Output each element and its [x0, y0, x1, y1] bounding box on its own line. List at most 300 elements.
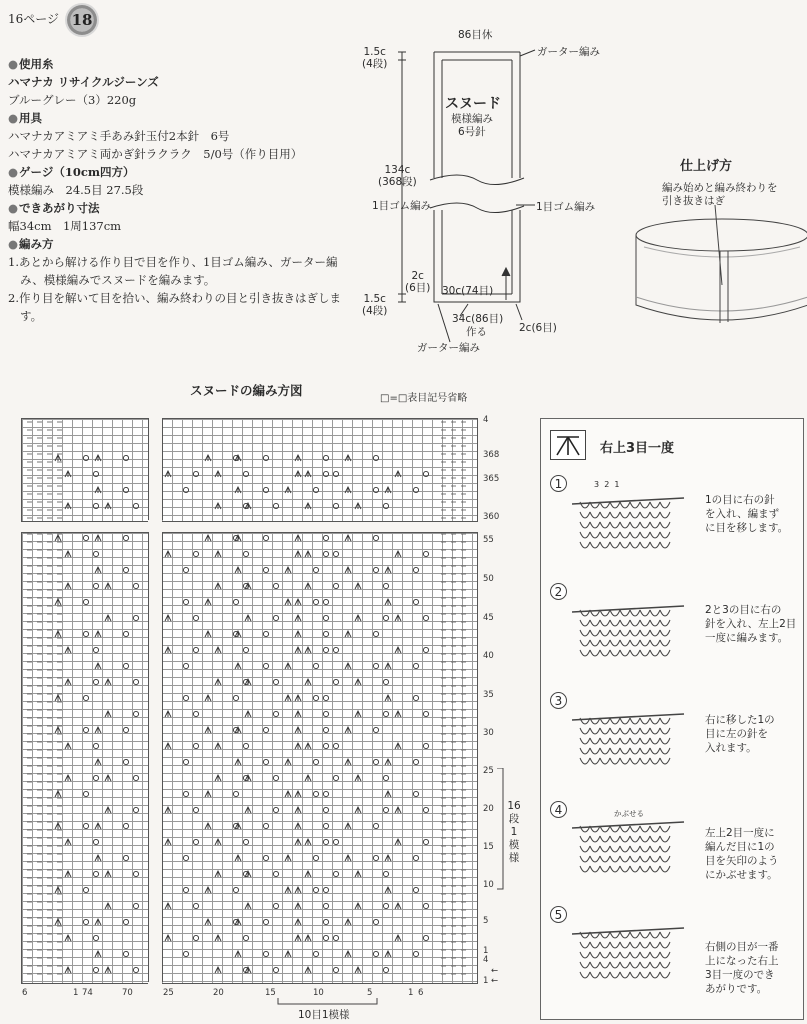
- yarn-over-symbol: [83, 823, 88, 828]
- yarn-over-symbol: [373, 951, 378, 956]
- yarn-over-symbol: [323, 695, 328, 700]
- stitch-loop: [660, 650, 670, 656]
- stitch-loop: [640, 846, 650, 852]
- yarn-over-symbol: [323, 615, 328, 620]
- decrease-symbol: [355, 583, 361, 589]
- yarn-over-symbol: [93, 967, 98, 972]
- decrease-symbol: [295, 535, 301, 541]
- yarn-over-symbol: [183, 663, 188, 668]
- decrease-symbol: [295, 807, 301, 813]
- stitch-loop: [640, 866, 650, 872]
- row-number: 365: [483, 474, 500, 484]
- yarn-over-symbol: [383, 679, 388, 684]
- stitch-loop: [630, 650, 640, 656]
- decrease-symbol: [65, 775, 71, 781]
- decrease-symbol: [215, 775, 221, 781]
- decrease-symbol: [55, 727, 61, 733]
- yarn-over-symbol: [423, 711, 428, 716]
- col-number: 70: [122, 988, 133, 998]
- row-number: 55: [483, 535, 494, 545]
- stitch-loop: [580, 630, 590, 636]
- yarn-over-symbol: [123, 759, 128, 764]
- yarn-over-symbol: [193, 839, 198, 844]
- yarn-over-symbol: [413, 663, 418, 668]
- decrease-symbol: [305, 503, 311, 509]
- decrease-symbol: [55, 791, 61, 797]
- yarn-over-symbol: [273, 583, 278, 588]
- stitch-loop: [660, 856, 670, 862]
- decrease-symbol: [215, 583, 221, 589]
- stitch-loop: [630, 962, 640, 968]
- stitch-loop: [610, 542, 620, 548]
- yarn-over-symbol: [93, 551, 98, 556]
- decrease-symbol: [235, 855, 241, 861]
- decrease-symbol: [285, 759, 291, 765]
- stitch-loop: [660, 952, 670, 958]
- yarn-over-symbol: [183, 759, 188, 764]
- yarn-over-symbol: [193, 903, 198, 908]
- yarn-over-symbol: [323, 887, 328, 892]
- decrease-symbol: [65, 647, 71, 653]
- stitch-loop: [650, 856, 660, 862]
- stitch-loop: [620, 846, 630, 852]
- yarn-over-symbol: [243, 471, 248, 476]
- decrease-symbol: [285, 567, 291, 573]
- decrease-symbol: [95, 727, 101, 733]
- yarn-over-symbol: [123, 663, 128, 668]
- row-number: 15: [483, 842, 494, 852]
- stitch-loop: [600, 512, 610, 518]
- decrease-symbol: [55, 695, 61, 701]
- stitch-loop: [620, 866, 630, 872]
- stitch-loop: [650, 942, 660, 948]
- decrease-symbol: [295, 615, 301, 621]
- yarn-over-symbol: [233, 599, 238, 604]
- decrease-symbol: [65, 839, 71, 845]
- decrease-symbol: [295, 599, 301, 605]
- yarn-over-symbol: [323, 551, 328, 556]
- stitch-loop: [590, 650, 600, 656]
- yarn-over-symbol: [423, 615, 428, 620]
- col-repeat-bracket: [277, 998, 379, 1006]
- decrease-symbol: [235, 919, 241, 925]
- stitch-loop: [590, 542, 600, 548]
- decrease-symbol: [295, 887, 301, 893]
- stitch-loop: [610, 532, 620, 538]
- row-number: 40: [483, 651, 494, 661]
- decrease-symbol: [305, 935, 311, 941]
- stitch-loop: [600, 640, 610, 646]
- yarn-over-symbol: [193, 807, 198, 812]
- decrease-symbol: [295, 727, 301, 733]
- stitch-loop: [620, 836, 630, 842]
- materials-section: [8, 55, 348, 325]
- stitch-loop: [600, 532, 610, 538]
- decrease-symbol: [385, 487, 391, 493]
- decrease-symbol: [215, 551, 221, 557]
- decrease-symbol: [55, 535, 61, 541]
- decrease-symbol: [355, 967, 361, 973]
- decrease-symbol: [295, 647, 301, 653]
- decrease-symbol: [165, 647, 171, 653]
- yarn-over-symbol: [133, 615, 138, 620]
- yarn-over-symbol: [233, 695, 238, 700]
- yarn-over-symbol: [133, 711, 138, 716]
- chart-legend: □=□表目記号省略: [380, 393, 468, 404]
- decrease-symbol: [215, 647, 221, 653]
- yarn-over-symbol: [193, 935, 198, 940]
- decrease-symbol: [285, 487, 291, 493]
- yarn-over-symbol: [263, 663, 268, 668]
- stitch-loop: [590, 630, 600, 636]
- yarn-over-symbol: [333, 647, 338, 652]
- yarn-over-symbol: [93, 583, 98, 588]
- yarn-over-symbol: [83, 695, 88, 700]
- yarn-over-symbol: [123, 455, 128, 460]
- step-number: 3: [550, 692, 567, 709]
- yarn-over-symbol: [273, 503, 278, 508]
- yarn-over-symbol: [383, 871, 388, 876]
- yarn-color: ブルーグレー（3）220g: [8, 93, 137, 107]
- yarn-over-symbol: [183, 487, 188, 492]
- stitch-loop: [630, 522, 640, 528]
- yarn-over-symbol: [333, 503, 338, 508]
- yarn-over-symbol: [233, 791, 238, 796]
- stitch-loop: [630, 758, 640, 764]
- yarn-over-symbol: [93, 935, 98, 940]
- stitch-loop: [580, 542, 590, 548]
- yarn-over-symbol: [263, 567, 268, 572]
- yarn-over-symbol: [133, 871, 138, 876]
- stitch-loop: [650, 620, 660, 626]
- yarn-over-symbol: [423, 839, 428, 844]
- decrease-symbol: [245, 583, 251, 589]
- stitch-loop: [630, 620, 640, 626]
- stitch-loop: [640, 932, 650, 938]
- yarn-over-symbol: [123, 631, 128, 636]
- yarn-over-symbol: [313, 791, 318, 796]
- yarn-over-symbol: [83, 887, 88, 892]
- stitch-loop: [610, 512, 620, 518]
- yarn-over-symbol: [183, 951, 188, 956]
- decrease-symbol: [55, 631, 61, 637]
- decrease-symbol: [295, 839, 301, 845]
- stitch-loop: [620, 522, 630, 528]
- row-number: 1: [483, 946, 489, 956]
- stitch-loop: [620, 758, 630, 764]
- yarn-over-symbol: [323, 727, 328, 732]
- stitch-loop: [620, 532, 630, 538]
- yarn-over-symbol: [383, 711, 388, 716]
- decrease-symbol: [355, 903, 361, 909]
- stitch-loop: [630, 532, 640, 538]
- yarn-over-symbol: [193, 551, 198, 556]
- yarn-over-symbol: [263, 535, 268, 540]
- decrease-symbol: [165, 903, 171, 909]
- yarn-over-symbol: [273, 903, 278, 908]
- yarn-over-symbol: [333, 679, 338, 684]
- yarn-over-symbol: [133, 903, 138, 908]
- yarn-over-symbol: [323, 807, 328, 812]
- decrease-symbol: [245, 615, 251, 621]
- stitch-loop: [620, 610, 630, 616]
- yarn-over-symbol: [243, 551, 248, 556]
- decrease-symbol: [355, 807, 361, 813]
- stitch-loop: [650, 610, 660, 616]
- row-arrow: ←: [491, 976, 499, 986]
- stitch-loop: [620, 620, 630, 626]
- yarn-over-symbol: [323, 647, 328, 652]
- stitch-loop: [650, 522, 660, 528]
- decrease-symbol: [245, 967, 251, 973]
- decrease-symbol: [245, 903, 251, 909]
- yarn-over-symbol: [423, 551, 428, 556]
- decrease-symbol: [345, 759, 351, 765]
- yarn-over-symbol: [123, 951, 128, 956]
- decrease-symbol: [205, 695, 211, 701]
- yarn-over-symbol: [423, 743, 428, 748]
- decrease-symbol: [95, 951, 101, 957]
- decrease-symbol: [385, 791, 391, 797]
- decrease-symbol: [305, 647, 311, 653]
- decrease-symbol: [345, 535, 351, 541]
- stitch-loop: [620, 718, 630, 724]
- col-number: 10: [313, 988, 324, 998]
- stitch-loop: [660, 728, 670, 734]
- stitch-loop: [650, 846, 660, 852]
- decrease-symbol: [105, 871, 111, 877]
- decrease-symbol: [95, 759, 101, 765]
- yarn-over-symbol: [243, 647, 248, 652]
- yarn-over-symbol: [413, 487, 418, 492]
- decrease-symbol: [295, 695, 301, 701]
- yarn-over-symbol: [413, 855, 418, 860]
- yarn-over-symbol: [413, 759, 418, 764]
- stitch-loop: [580, 942, 590, 948]
- decrease-symbol: [165, 743, 171, 749]
- yarn-over-symbol: [273, 871, 278, 876]
- yarn-over-symbol: [333, 471, 338, 476]
- stitch-loop: [590, 758, 600, 764]
- yarn-over-symbol: [183, 855, 188, 860]
- yarn-over-symbol: [333, 583, 338, 588]
- yarn-over-symbol: [373, 487, 378, 492]
- yarn-over-symbol: [383, 503, 388, 508]
- yarn-over-symbol: [243, 935, 248, 940]
- chart-symbols: [21, 418, 476, 984]
- col-number: 74: [82, 988, 93, 998]
- stitch-loop: [590, 728, 600, 734]
- step4-cover-label: かぶせる: [614, 809, 644, 818]
- decrease-symbol: [235, 951, 241, 957]
- yarn-over-symbol: [383, 967, 388, 972]
- stitch-loop: [660, 718, 670, 724]
- decrease-symbol: [205, 535, 211, 541]
- yarn-over-symbol: [193, 615, 198, 620]
- decrease-symbol: [305, 775, 311, 781]
- decrease-symbol: [205, 791, 211, 797]
- decrease-symbol: [285, 887, 291, 893]
- stitch-loop: [640, 962, 650, 968]
- stitch-loop: [590, 522, 600, 528]
- yarn-over-symbol: [383, 775, 388, 780]
- yarn-over-symbol: [123, 919, 128, 924]
- decrease-symbol: [105, 807, 111, 813]
- yarn-over-symbol: [313, 951, 318, 956]
- side-right-dim: 2c(6目): [519, 322, 557, 334]
- stitch-loop: [590, 942, 600, 948]
- stitch-loop: [650, 512, 660, 518]
- decrease-symbol: [95, 663, 101, 669]
- stitch-loop: [590, 846, 600, 852]
- row-number: 45: [483, 613, 494, 623]
- step-text: 左上2目一度に 編んだ目に1の 目を矢印のよう にかぶせます。: [705, 827, 779, 881]
- stitch-loop: [650, 640, 660, 646]
- stitch-loop: [610, 718, 620, 724]
- yarn-over-symbol: [323, 535, 328, 540]
- stitch-loop: [630, 942, 640, 948]
- stitch-loop: [660, 972, 670, 978]
- stitch-loop: [580, 866, 590, 872]
- stitch-loop: [620, 972, 630, 978]
- decrease-symbol: [65, 503, 71, 509]
- decrease-symbol: [395, 647, 401, 653]
- stitch-loop: [590, 532, 600, 538]
- yarn-over-symbol: [193, 711, 198, 716]
- pattern-number-badge: 18: [67, 5, 97, 35]
- top-height-dim: 1.5c (4段): [362, 46, 388, 70]
- yarn-over-symbol: [313, 567, 318, 572]
- yarn-over-symbol: [273, 967, 278, 972]
- row-number: 360: [483, 512, 500, 522]
- yarn-over-symbol: [123, 727, 128, 732]
- stitch-loop: [580, 748, 590, 754]
- howto-step-1: 1.あとから解ける作り目で目を作り、1目ゴム編み、ガーター編み、模様編みでスヌードを編みます。: [8, 255, 338, 287]
- yarn-over-symbol: [233, 887, 238, 892]
- yarn-over-symbol: [133, 679, 138, 684]
- yarn-over-symbol: [83, 727, 88, 732]
- step-text: 1の目に右の針 を入れ、編まず に目を移します。: [705, 494, 789, 534]
- decrease-symbol: [245, 775, 251, 781]
- stitch-loop: [580, 650, 590, 656]
- yarn-over-symbol: [423, 903, 428, 908]
- yarn-over-symbol: [373, 455, 378, 460]
- col-repeat-label: 10目1模様: [298, 1009, 350, 1021]
- yarn-name: ハマナカ リサイクルジーンズ: [8, 75, 159, 89]
- decrease-symbol: [105, 679, 111, 685]
- row-number: 4: [483, 415, 489, 425]
- yarn-over-symbol: [373, 919, 378, 924]
- decrease-symbol: [355, 679, 361, 685]
- yarn-over-symbol: [323, 711, 328, 716]
- stitch-loop: [610, 738, 620, 744]
- decrease-symbol: [215, 967, 221, 973]
- decrease-symbol: [105, 503, 111, 509]
- page-number: 16ページ: [8, 12, 60, 26]
- yarn-over-symbol: [323, 631, 328, 636]
- yarn-over-symbol: [373, 631, 378, 636]
- stitch-loop: [600, 630, 610, 636]
- decrease-symbol: [165, 471, 171, 477]
- step-number: 2: [550, 583, 567, 600]
- decrease-symbol: [295, 823, 301, 829]
- decrease-symbol: [165, 839, 171, 845]
- decrease-symbol: [385, 855, 391, 861]
- stitch-loop: [650, 962, 660, 968]
- decrease-symbol: [295, 743, 301, 749]
- stitch-loop: [580, 972, 590, 978]
- decrease-symbol: [65, 471, 71, 477]
- stitch-loop: [640, 532, 650, 538]
- decrease-symbol: [205, 919, 211, 925]
- stitch-loop: [590, 856, 600, 862]
- finished-snood-illustration: [630, 205, 807, 340]
- stitch-loop: [660, 748, 670, 754]
- yarn-over-symbol: [323, 823, 328, 828]
- stitch-loop: [610, 728, 620, 734]
- rib-left-label: 1目ゴム編み: [372, 200, 432, 212]
- stitch-loop: [600, 728, 610, 734]
- yarn-over-symbol: [323, 791, 328, 796]
- yarn-over-symbol: [133, 583, 138, 588]
- row-number: 368: [483, 450, 500, 460]
- length-dim: 134c (368段): [378, 164, 417, 188]
- decrease-symbol: [305, 743, 311, 749]
- stitch-loop: [640, 826, 650, 832]
- yarn-over-symbol: [273, 615, 278, 620]
- decrease-symbol: [295, 935, 301, 941]
- stitch-loop: [660, 522, 670, 528]
- decrease-symbol: [215, 743, 221, 749]
- yarn-over-symbol: [323, 471, 328, 476]
- yarn-over-symbol: [313, 759, 318, 764]
- stitch-loop: [620, 952, 630, 958]
- bottom-height-dim: 1.5c (4段): [362, 293, 388, 317]
- yarn-over-symbol: [133, 807, 138, 812]
- decrease-symbol: [395, 615, 401, 621]
- yarn-over-symbol: [83, 455, 88, 460]
- yarn-over-symbol: [273, 775, 278, 780]
- stitch-loop: [600, 952, 610, 958]
- stitch-loop: [590, 836, 600, 842]
- stitch-loop: [600, 522, 610, 528]
- stitch-loop: [620, 512, 630, 518]
- stitch-loop: [620, 748, 630, 754]
- yarn-over-symbol: [133, 775, 138, 780]
- decrease-symbol: [385, 759, 391, 765]
- yarn-over-symbol: [423, 807, 428, 812]
- stitch-loop: [660, 630, 670, 636]
- decrease-symbol: [355, 775, 361, 781]
- yarn-over-symbol: [323, 839, 328, 844]
- decrease-symbol: [65, 551, 71, 557]
- decrease-symbol: [295, 631, 301, 637]
- decrease-symbol: [105, 967, 111, 973]
- stitch-loop: [630, 610, 640, 616]
- decrease-symbol: [215, 679, 221, 685]
- yarn-over-symbol: [413, 599, 418, 604]
- yarn-over-symbol: [193, 471, 198, 476]
- stitch-loop: [650, 502, 660, 508]
- stitch-loop: [630, 952, 640, 958]
- decrease-symbol: [235, 567, 241, 573]
- yarn-over-symbol: [373, 759, 378, 764]
- stitch-loop: [580, 728, 590, 734]
- decrease-symbol: [65, 967, 71, 973]
- stitch-loop: [580, 620, 590, 626]
- stitch-loop: [580, 758, 590, 764]
- stitch-loop: [660, 738, 670, 744]
